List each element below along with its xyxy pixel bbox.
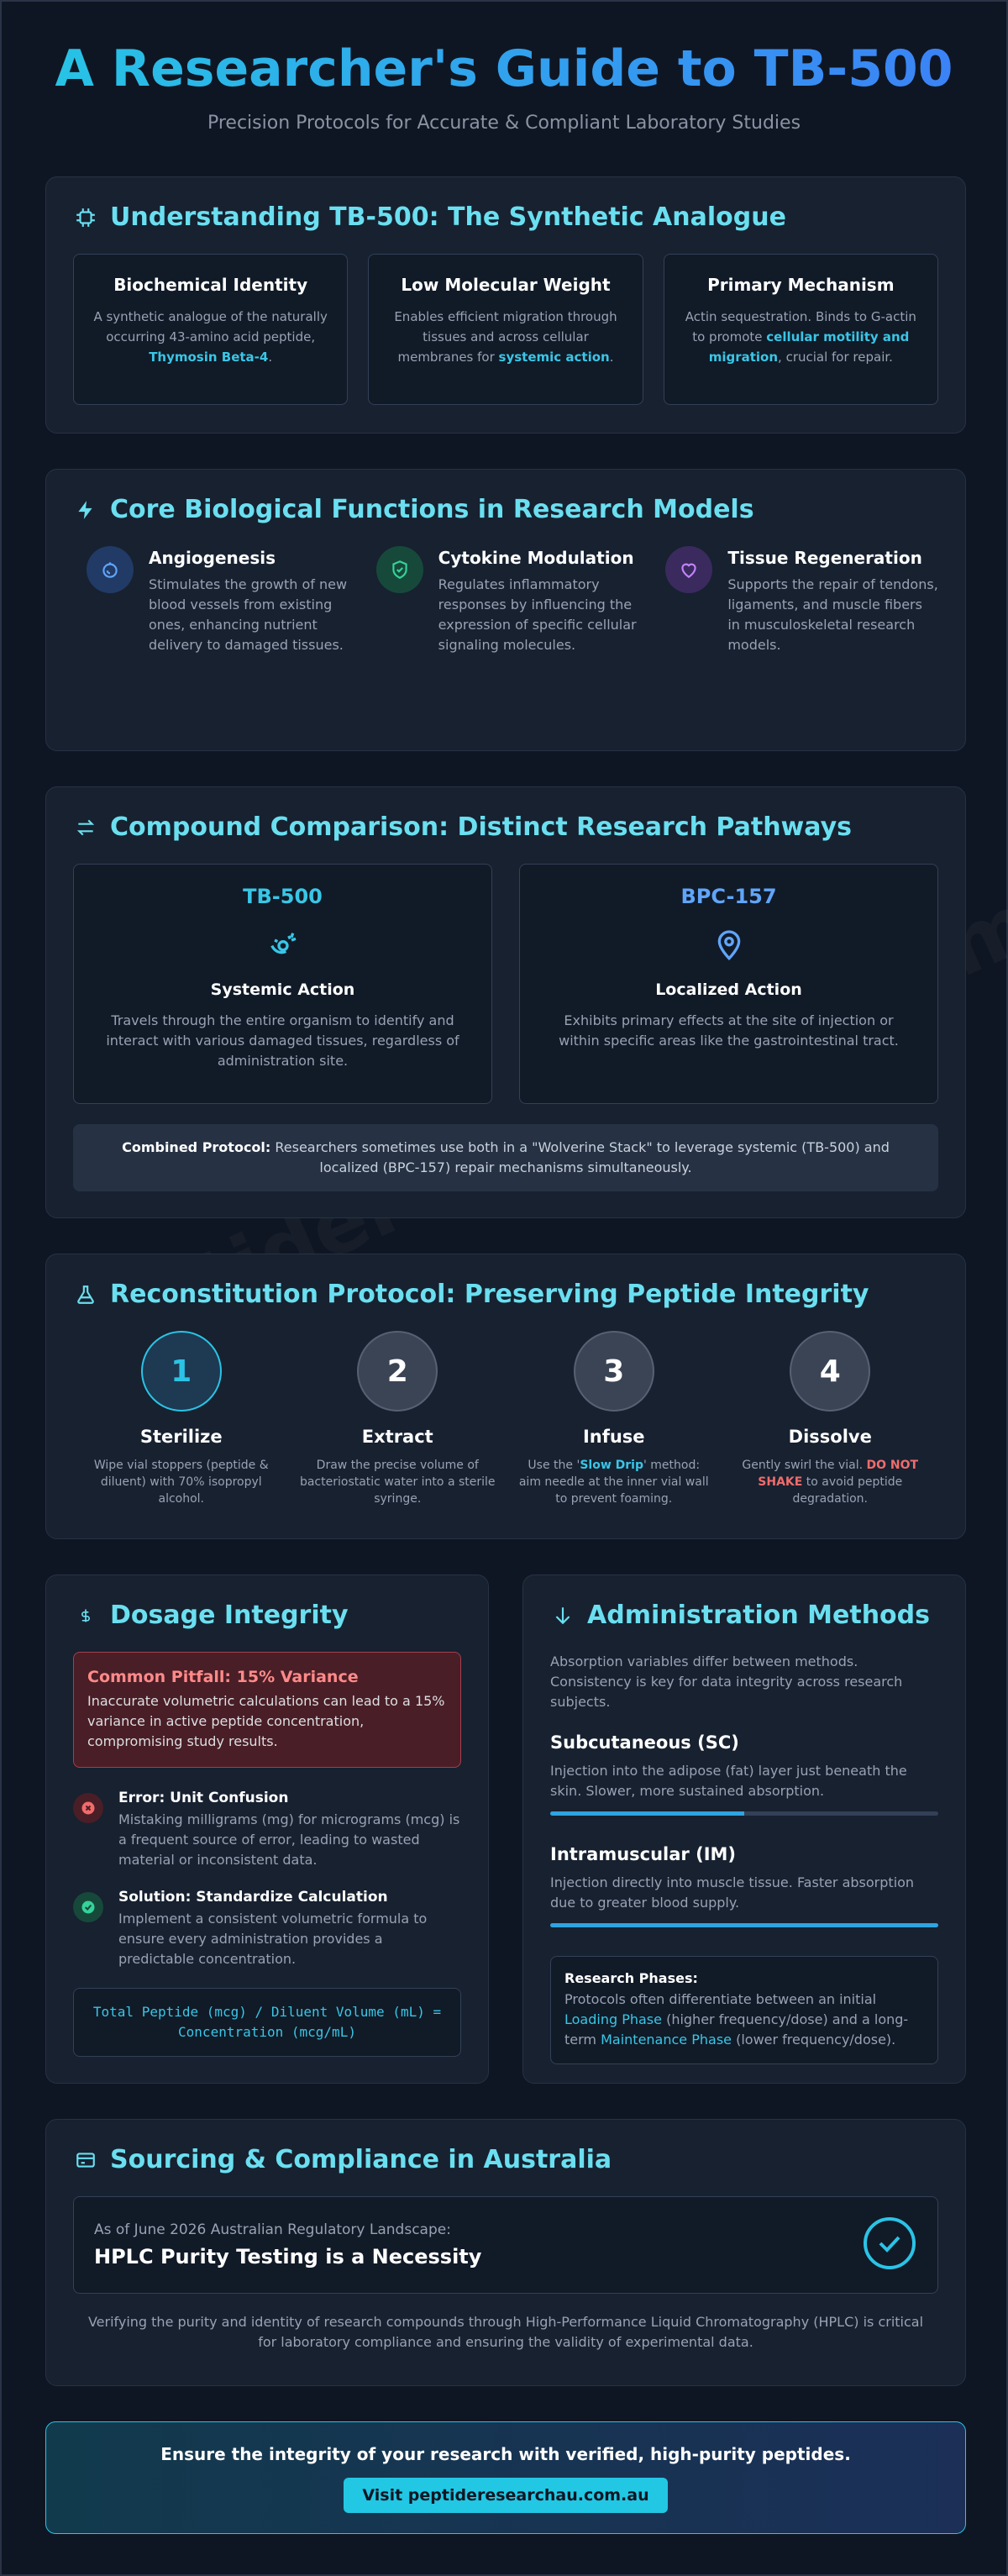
step-text: Wipe vial stoppers (peptide & diluent) with 70% isopropyl alcohol.: [93, 1459, 269, 1506]
dosage-section: [45, 1575, 489, 2084]
action-title: Systemic Action: [210, 980, 355, 999]
step-sterilize: [73, 1331, 290, 1507]
step-text: Gently swirl the vial. DO NOT SHAKE to avoid peptide degradation.: [742, 1459, 919, 1506]
action-title: Localized Action: [655, 980, 802, 999]
function-cytokine: [376, 546, 649, 655]
flask-icon: [73, 1282, 98, 1307]
functions-section: [45, 469, 966, 751]
phases-title: Research Phases:: [564, 1970, 698, 1986]
section-header: [73, 2145, 938, 2174]
method-text: Injection into the adipose (fat) layer just beneath the skin. Slower, more sustained absorption.: [550, 1763, 907, 1799]
research-phases-box: [550, 1956, 938, 2064]
action-text: Exhibits primary effects at the site of injection or within specific areas like the gastrointestinal tract.: [559, 1012, 899, 1049]
error-title: Error: Unit Confusion: [118, 1790, 289, 1806]
method-title: Intramuscular (IM): [550, 1844, 737, 1864]
step-number: 1: [141, 1331, 222, 1412]
arrow-down-icon: [550, 1603, 575, 1628]
droplet-icon: [87, 546, 134, 593]
check-badge-icon: [862, 2216, 917, 2274]
administration-section: [522, 1575, 966, 2084]
cta-banner: [45, 2421, 966, 2534]
bpc157-box: [519, 864, 938, 1104]
step-title: Extract: [361, 1427, 433, 1447]
lightning-icon: [73, 497, 98, 523]
solution-row: [73, 1889, 461, 1969]
function-angiogenesis: [87, 546, 360, 655]
admin-intro: Absorption variables differ between methods. Consistency is key for data integrity across research subjects.: [550, 1653, 903, 1710]
section-header: [550, 1601, 938, 1630]
step-title: Infuse: [582, 1427, 645, 1447]
chip-icon: [73, 205, 98, 230]
comparison-section: [45, 786, 966, 1218]
combined-protocol-note: Combined Protocol: Researchers sometimes use both in a "Wolverine Stack" to leverage systemic (TB-500) and localized (BPC-157) repair mechanisms simultaneously.: [73, 1124, 938, 1191]
visit-site-button[interactable]: Visit peptideresearchau.com.au: [344, 2478, 667, 2513]
function-tissue: [665, 546, 938, 655]
card-icon: [73, 2148, 98, 2173]
action-text: Travels through the entire organism to identify and interact with various damaged tissues, regardless of administration site.: [106, 1012, 459, 1069]
step-text: Draw the precise volume of bacteriostatic water into a sterile syringe.: [299, 1459, 496, 1506]
method-text: Injection directly into muscle tissue. Faster absorption due to greater blood supply.: [550, 1874, 915, 1911]
box-title: Biochemical Identity: [113, 275, 308, 295]
absorption-bar-fill: [550, 1923, 938, 1927]
pitfall-alert: [73, 1652, 461, 1768]
regulatory-headline: HPLC Purity Testing is a Necessity: [94, 2245, 482, 2268]
pitfall-title: Common Pitfall: 15% Variance: [87, 1668, 359, 1686]
section-header: [73, 812, 938, 842]
absorption-bar-fill: [550, 1811, 744, 1816]
section-heading: Administration Methods: [587, 1601, 930, 1630]
function-title: Angiogenesis: [149, 548, 276, 568]
function-text: Stimulates the growth of new blood vessels from existing ones, enhancing nutrient delivery to damaged tissues.: [149, 576, 348, 653]
section-heading: Core Biological Functions in Research Models: [110, 495, 754, 524]
step-infuse: [506, 1331, 722, 1507]
step-number: 4: [790, 1331, 870, 1412]
step-text: Use the 'Slow Drip' method: aim needle at the inner vial wall to prevent foaming.: [518, 1459, 709, 1506]
reconstitution-section: [45, 1254, 966, 1539]
sourcing-section: [45, 2119, 966, 2386]
section-header: [73, 495, 938, 524]
regulatory-box: [73, 2196, 938, 2294]
identity-box: [73, 254, 348, 405]
pitfall-text: Inaccurate volumetric calculations can lead to a 15% variance in active peptide concentration, compromising study results.: [87, 1693, 445, 1749]
error-text: Mistaking milligrams (mg) for micrograms (mcg) is a frequent source of error, leading to wasted material or inconsistent data.: [118, 1811, 460, 1868]
function-title: Cytokine Modulation: [438, 548, 634, 568]
step-title: Dissolve: [788, 1427, 872, 1447]
section-heading: Compound Comparison: Distinct Research Pathways: [110, 812, 852, 842]
method-title: Subcutaneous (SC): [550, 1732, 739, 1753]
step-number: 2: [357, 1331, 438, 1412]
compound-name: BPC-157: [680, 885, 777, 908]
function-text: Regulates inflammatory responses by influencing the expression of specific cellular signaling molecules.: [438, 576, 637, 653]
shield-check-icon: [376, 546, 423, 593]
compound-name: TB-500: [243, 885, 323, 908]
section-header: [73, 1280, 938, 1309]
page-subtitle: Precision Protocols for Accurate & Compliant Laboratory Studies: [207, 113, 801, 134]
box-title: Primary Mechanism: [707, 275, 895, 295]
section-heading: Sourcing & Compliance in Australia: [110, 2145, 612, 2174]
box-text: Actin sequestration. Binds to G-actin to promote cellular motility and migration, crucial for repair.: [685, 309, 916, 365]
step-dissolve: [722, 1331, 939, 1507]
solution-text: Implement a consistent volumetric formula to ensure every administration provides a predictable concentration.: [118, 1911, 428, 1967]
regulatory-context: As of June 2026 Australian Regulatory Landscape:: [94, 2221, 451, 2238]
step-title: Sterilize: [139, 1427, 223, 1447]
tb500-box: [73, 864, 492, 1104]
dollar-icon: [73, 1603, 98, 1628]
section-heading: Dosage Integrity: [110, 1601, 349, 1630]
section-header: [73, 202, 938, 232]
solution-title: Solution: Standardize Calculation: [118, 1889, 388, 1906]
page-title: A Researcher's Guide to TB-500: [45, 39, 963, 99]
box-text: A synthetic analogue of the naturally occurring 43-amino acid peptide, Thymosin Beta-4.: [93, 309, 328, 365]
cta-text: Ensure the integrity of your research with verified, high-purity peptides.: [160, 2444, 851, 2464]
method-intramuscular: [550, 1844, 938, 1927]
arrows-swap-icon: [73, 815, 98, 840]
map-pin-icon: [550, 908, 907, 980]
x-circle-icon: [73, 1793, 103, 1823]
spread-icon: [104, 908, 461, 980]
concentration-formula: Total Peptide (mcg) / Diluent Volume (mL) = Concentration (mcg/mL): [73, 1988, 461, 2057]
error-row: [73, 1790, 461, 1870]
function-text: Supports the repair of tendons, ligaments, and muscle fibers in musculoskeletal research models.: [727, 576, 938, 653]
step-extract: [290, 1331, 507, 1507]
method-subcutaneous: [550, 1732, 938, 1816]
section-heading: Understanding TB-500: The Synthetic Analogue: [110, 202, 786, 232]
box-text: Enables efficient migration through tissues and across cellular membranes for systemic action.: [394, 309, 617, 365]
sourcing-footnote: Verifying the purity and identity of research compounds through High-Performance Liquid Chromatography (HPLC) is critical for laboratory compliance and ensuring the validity of experimental data.: [87, 2314, 924, 2350]
absorption-bar: [550, 1811, 938, 1816]
header: [45, 2, 963, 176]
check-circle-icon: [73, 1892, 103, 1922]
heart-icon: [665, 546, 712, 593]
section-heading: Reconstitution Protocol: Preserving Peptide Integrity: [110, 1280, 869, 1309]
function-title: Tissue Regeneration: [727, 548, 922, 568]
absorption-bar: [550, 1923, 938, 1927]
mechanism-box: [664, 254, 938, 405]
step-number: 3: [574, 1331, 654, 1412]
section-header: [73, 1601, 461, 1630]
phases-text: Protocols often differentiate between an initial Loading Phase (higher frequency/dose) and a long-term Maintenance Phase (lower frequency/dose).: [564, 1991, 909, 2048]
understanding-section: [45, 176, 966, 434]
box-title: Low Molecular Weight: [401, 275, 611, 295]
weight-box: [368, 254, 643, 405]
